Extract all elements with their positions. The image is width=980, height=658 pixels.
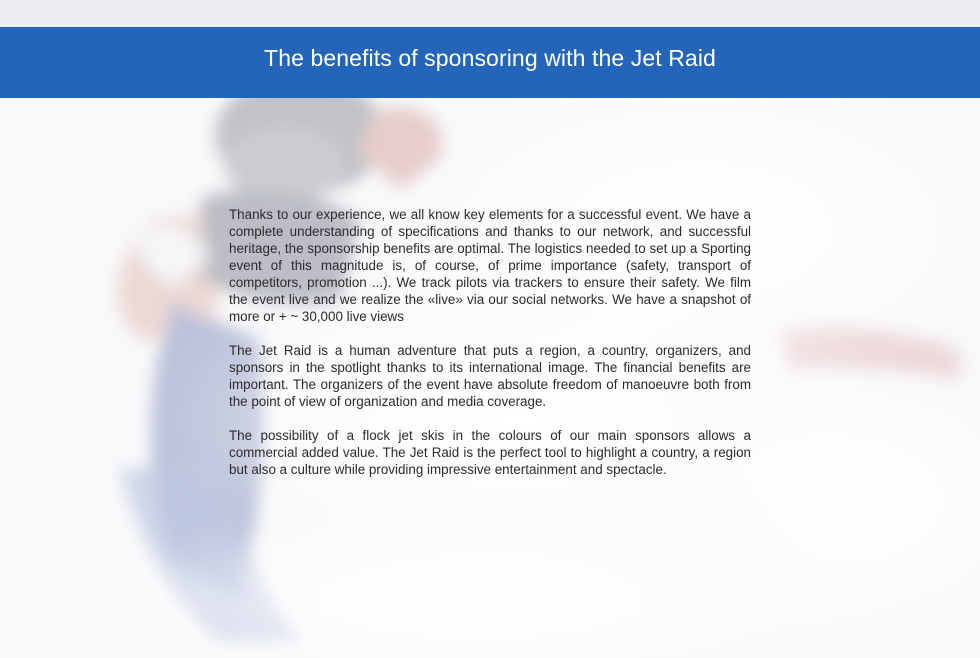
body-text-block xyxy=(229,206,751,495)
paragraph-human-adventure: The Jet Raid is a human adventure that puts a region, a country, organizers, and sponsors in the spotlight thanks to its international image. The financial benefits are important. The organizers of the event have absolute freedom of manoeuvre both from the point of view of organization and media coverage. xyxy=(229,343,751,409)
paragraph-commercial-value: The possibility of a flock jet skis in the colours of our main sponsors allows a commercial added value. The Jet Raid is the perfect tool to highlight a country, a region but also a culture while providing impressive entertainment and spectacle. xyxy=(229,428,751,477)
paragraph-experience: Thanks to our experience, we all know key elements for a successful event. We have a complete understanding of specifications and thanks to our network, and successful heritage, the sponsorship benefits are optimal. The logistics needed to set up a Sporting event of this magnitude is, of course, of prime importance (safety, transport of competitors, promotion ...). We track pilots via trackers to ensure their safety. We film the event live and we realize the «live» via our social networks. We have a snapshot of more or + ~ 30,000 live views xyxy=(229,207,751,324)
top-strip xyxy=(0,0,980,27)
header-banner xyxy=(0,27,980,98)
page-title: The benefits of sponsoring with the Jet Raid xyxy=(264,44,716,71)
